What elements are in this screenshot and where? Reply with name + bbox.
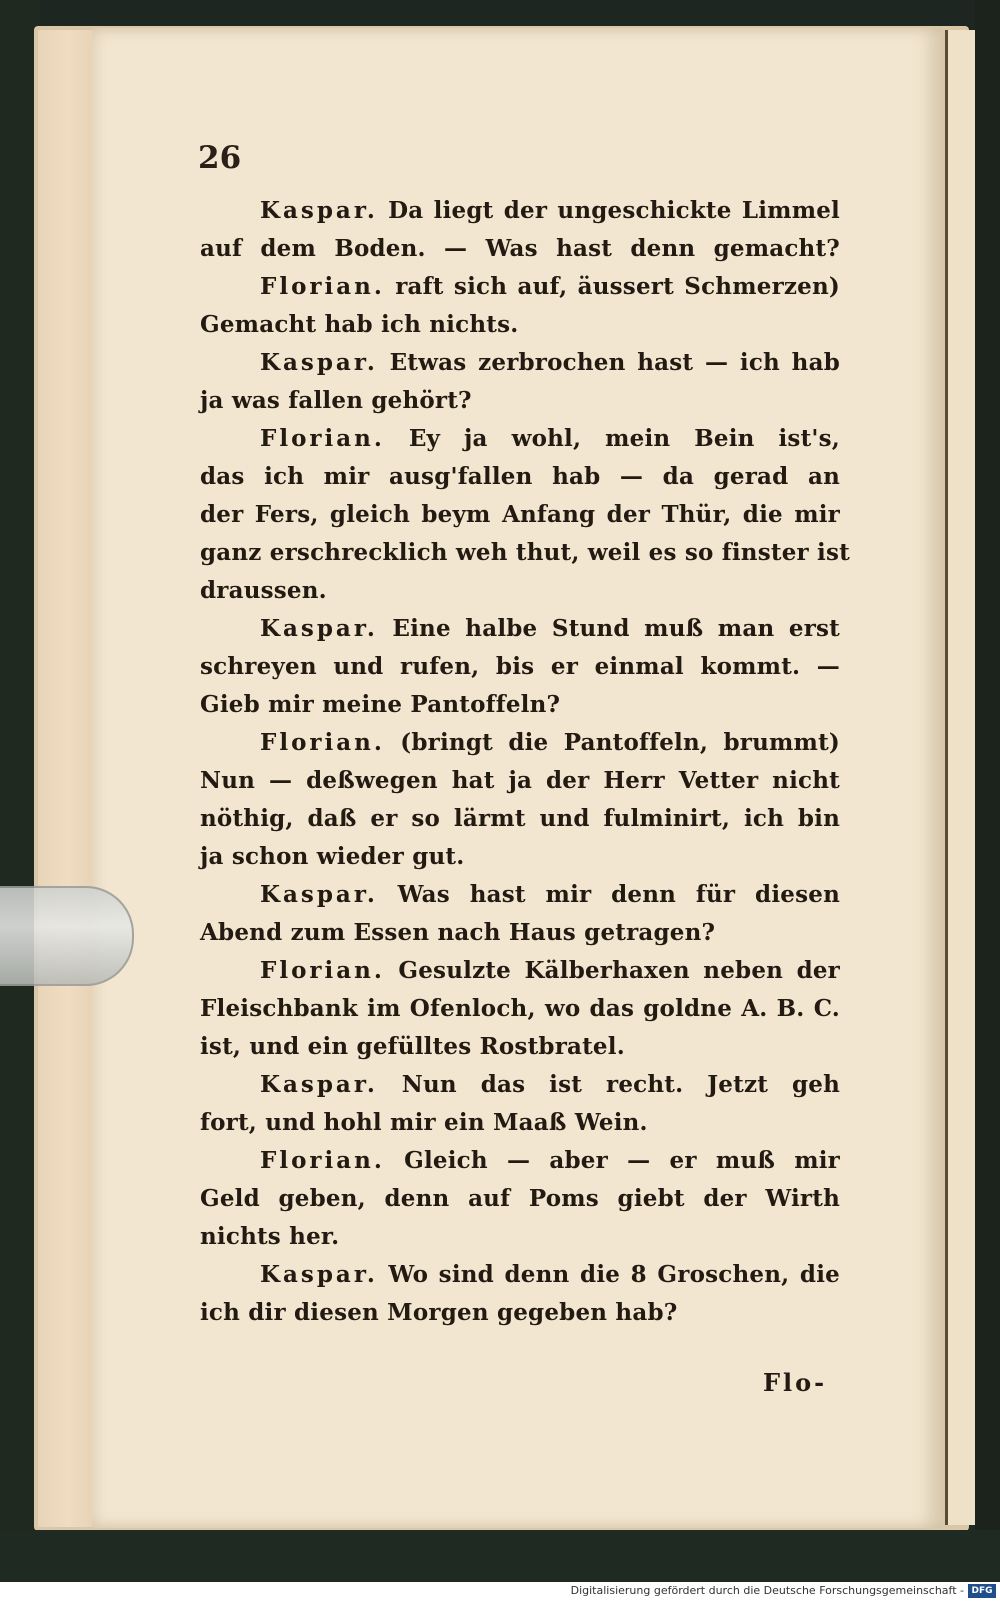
line-text: ja schon wieder gut. (200, 843, 465, 870)
text-line (200, 800, 840, 838)
page-holder-clip (0, 886, 134, 986)
speaker-name: Florian. (260, 729, 385, 756)
line-text: Was hast mir denn für diesen (377, 881, 840, 908)
line-text: Da liegt der ungeschickte Limmel (377, 197, 840, 224)
text-line (200, 496, 840, 534)
line-text: Nun — deßwegen hat ja der Herr Vetter nicht (200, 767, 840, 794)
text-line (200, 952, 840, 990)
line-text: nöthig, daß er so lärmt und fulminirt, ich bin (200, 805, 840, 832)
speaker-name: Kaspar. (260, 881, 378, 908)
text-line (200, 990, 840, 1028)
text-line (200, 1142, 840, 1180)
text-line (200, 572, 840, 610)
speaker-name: Florian. (260, 1147, 385, 1174)
text-line (200, 1256, 840, 1294)
line-text: draussen. (200, 577, 327, 604)
next-page-edge (945, 30, 978, 1525)
text-line (200, 1066, 840, 1104)
line-text: Abend zum Essen nach Haus getragen? (200, 919, 716, 946)
line-text: Nun das ist recht. Jetzt geh (377, 1071, 840, 1098)
text-line (200, 724, 840, 762)
scan-background-bottom (0, 1530, 1000, 1582)
text-line (200, 1294, 840, 1332)
line-text: Etwas zerbrochen hast — ich hab (377, 349, 840, 376)
funding-credit: Digitalisierung gefördert durch die Deutsche Forschungsgemeinschaft - (570, 1584, 964, 1597)
line-text: (bringt die Pantoffeln, brummt) (384, 729, 840, 756)
speaker-name: Kaspar. (260, 615, 378, 642)
line-text: das ich mir ausg'fallen hab — da gerad an (200, 463, 840, 490)
line-text: ja was fallen gehört? (200, 387, 472, 414)
text-line (200, 344, 840, 382)
text-line (200, 914, 840, 952)
speaker-name: Florian. (260, 957, 385, 984)
text-line (200, 192, 840, 230)
line-text: auf dem Boden. — Was hast denn gemacht? (200, 235, 840, 262)
line-text: ist, und ein gefülltes Rostbratel. (200, 1033, 625, 1060)
line-text: Gleich — aber — er muß mir (384, 1147, 840, 1174)
text-line (200, 648, 840, 686)
text-line (200, 686, 840, 724)
line-text: schreyen und rufen, bis er einmal kommt. — (200, 653, 840, 680)
text-line (200, 230, 840, 268)
page-stack-edge (38, 30, 98, 1527)
line-text: Gieb mir meine Pantoffeln? (200, 691, 561, 718)
line-text: Ey ja wohl, mein Bein ist's, (384, 425, 840, 452)
text-line (200, 876, 840, 914)
text-line (200, 1028, 840, 1066)
line-text: Gesulzte Kälberhaxen neben der (384, 957, 840, 984)
speaker-name: Kaspar. (260, 197, 378, 224)
line-text: Geld geben, denn auf Poms giebt der Wirth (200, 1185, 840, 1212)
line-text: ganz erschrecklich weh thut, weil es so finster ist (200, 539, 850, 566)
line-text: nichts her. (200, 1223, 340, 1250)
text-line (200, 306, 840, 344)
line-text: der Fers, gleich beym Anfang der Thür, die mir (200, 501, 840, 528)
catchword: Flo- (763, 1368, 828, 1397)
line-text: fort, und hohl mir ein Maaß Wein. (200, 1109, 648, 1136)
text-line (200, 1218, 840, 1256)
text-line (200, 1104, 840, 1142)
line-text: raft sich auf, äussert Schmerzen) (384, 273, 840, 300)
text-line (200, 610, 840, 648)
footer-bar (0, 1582, 1000, 1601)
dfg-logo: DFG (968, 1584, 996, 1598)
text-line (200, 1180, 840, 1218)
speaker-name: Kaspar. (260, 349, 378, 376)
line-text: Eine halbe Stund muß man erst (377, 615, 840, 642)
line-text: Wo sind denn die 8 Groschen, die (377, 1261, 840, 1288)
text-line (200, 458, 840, 496)
text-line (200, 762, 840, 800)
line-text: ich dir diesen Morgen gegeben hab? (200, 1299, 678, 1326)
text-line (200, 268, 840, 306)
scan-background-right (975, 0, 1000, 1550)
speaker-name: Kaspar. (260, 1261, 378, 1288)
page-number: 26 (198, 140, 242, 176)
text-line (200, 838, 840, 876)
text-line (200, 420, 840, 458)
line-text: Gemacht hab ich nichts. (200, 311, 519, 338)
speaker-name: Florian. (260, 425, 385, 452)
text-line (200, 382, 840, 420)
speaker-name: Kaspar. (260, 1071, 378, 1098)
speaker-name: Florian. (260, 273, 385, 300)
text-line (200, 534, 850, 572)
line-text: Fleischbank im Ofenloch, wo das goldne A. B. C. (200, 995, 840, 1022)
